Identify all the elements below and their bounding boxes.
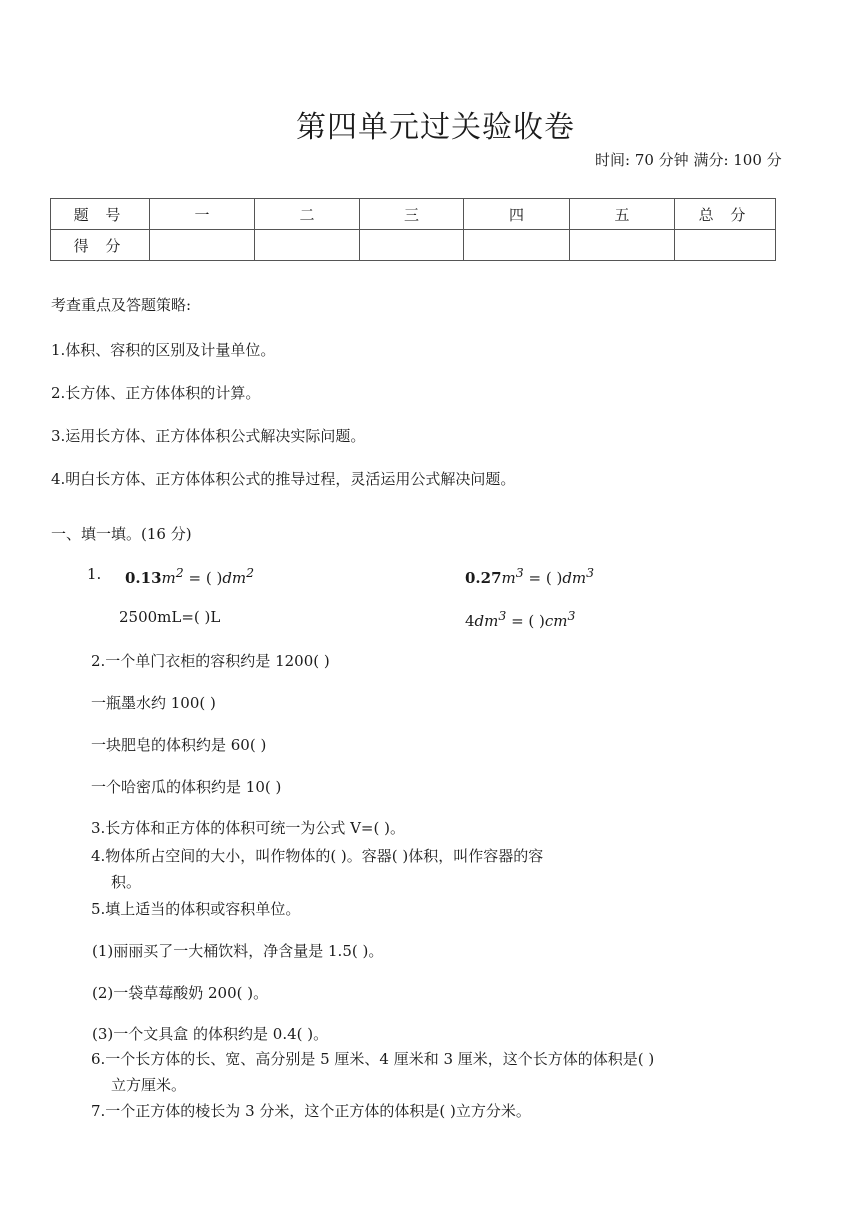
intro-heading: 考查重点及答题策略: (51, 296, 192, 314)
intro-item: 4.明白长方体、正方体体积公式的推导过程，灵活运用公式解决问题。 (51, 470, 516, 488)
q1d-blank: = ( ) (506, 612, 545, 630)
q1b-value: 0.27 (465, 569, 502, 587)
question-2: 2.一个单门衣柜的容积约是 1200( ) (91, 652, 330, 670)
question-6: 6.一个长方体的长、宽、高分别是 5 厘米、4 厘米和 3 厘米，这个长方体的体积是( ) (91, 1050, 655, 1068)
question-7: 7.一个正方体的棱长为 3 分米，这个正方体的体积是( )立方分米。 (91, 1102, 531, 1120)
question-2-item: 一块肥皂的体积约是 60( ) (91, 736, 267, 754)
score-table (50, 198, 776, 261)
question-2-item: 一瓶墨水约 100( ) (91, 694, 216, 712)
q1b-blank: = ( ) (523, 569, 563, 587)
row-header-score: 得 分 (51, 230, 150, 261)
q1b-exponent: 3 (515, 565, 524, 580)
question-5-item: (3)一个文具盒 的体积约是 0.4( )。 (92, 1025, 329, 1043)
q1-conversion-c: 2500mL=( )L (119, 608, 221, 626)
q1-conversion-d (465, 608, 575, 630)
q1a-target-exponent: 2 (246, 565, 255, 580)
intro-item: 1.体积、容积的区别及计量单位。 (51, 341, 276, 359)
column-header: 三 (360, 199, 464, 230)
score-table-header-row (51, 199, 776, 230)
score-cell[interactable] (464, 230, 570, 261)
q1-conversion-a (125, 565, 254, 587)
question-5: 5.填上适当的体积或容积单位。 (91, 900, 301, 918)
q1a-exponent: 2 (175, 565, 184, 580)
intro-item: 3.运用长方体、正方体体积公式解决实际问题。 (51, 427, 366, 445)
score-cell-total[interactable] (675, 230, 776, 261)
column-header: 二 (255, 199, 360, 230)
q1-conversion-b (465, 565, 594, 587)
exam-meta: 时间: 70 分钟 满分: 100 分 (595, 151, 782, 169)
question-5-item: (1)丽丽买了一大桶饮料，净含量是 1.5( )。 (92, 942, 384, 960)
column-header: 四 (464, 199, 570, 230)
question-number: 1. (87, 565, 102, 583)
score-cell[interactable] (360, 230, 464, 261)
q1b-target-unit: dm (562, 569, 587, 587)
q1d-value: 4 (465, 612, 475, 630)
question-6-continued: 立方厘米。 (111, 1076, 187, 1094)
page-title: 第四单元过关验收卷 (296, 110, 575, 145)
row-header-question-number: 题 号 (51, 199, 150, 230)
score-cell[interactable] (150, 230, 255, 261)
question-3: 3.长方体和正方体的体积可统一为公式 V=( )。 (91, 819, 405, 837)
column-header: 一 (150, 199, 255, 230)
q1a-blank: = ( ) (183, 569, 223, 587)
question-4: 4.物体所占空间的大小，叫作物体的( )。容器( )体积，叫作容器的容 (91, 847, 544, 865)
q1a-unit: m (161, 569, 176, 587)
q1d-unit: dm (474, 612, 499, 630)
question-4-continued: 积。 (111, 873, 142, 891)
section-heading: 一、填一填。(16 分) (51, 525, 192, 543)
q1d-target-exponent: 3 (567, 608, 576, 623)
column-header-total: 总 分 (675, 199, 776, 230)
intro-item: 2.长方体、正方体体积的计算。 (51, 384, 261, 402)
question-5-item: (2)一袋草莓酸奶 200( )。 (92, 984, 269, 1002)
column-header: 五 (570, 199, 675, 230)
q1b-target-exponent: 3 (586, 565, 595, 580)
q1b-unit: m (501, 569, 516, 587)
score-cell[interactable] (570, 230, 675, 261)
q1a-value: 0.13 (125, 569, 162, 587)
q1a-target-unit: dm (222, 569, 247, 587)
q1d-target-unit: cm (544, 612, 568, 630)
score-table-score-row (51, 230, 776, 261)
q1d-exponent: 3 (498, 608, 507, 623)
question-2-item: 一个哈密瓜的体积约是 10( ) (91, 778, 282, 796)
score-cell[interactable] (255, 230, 360, 261)
